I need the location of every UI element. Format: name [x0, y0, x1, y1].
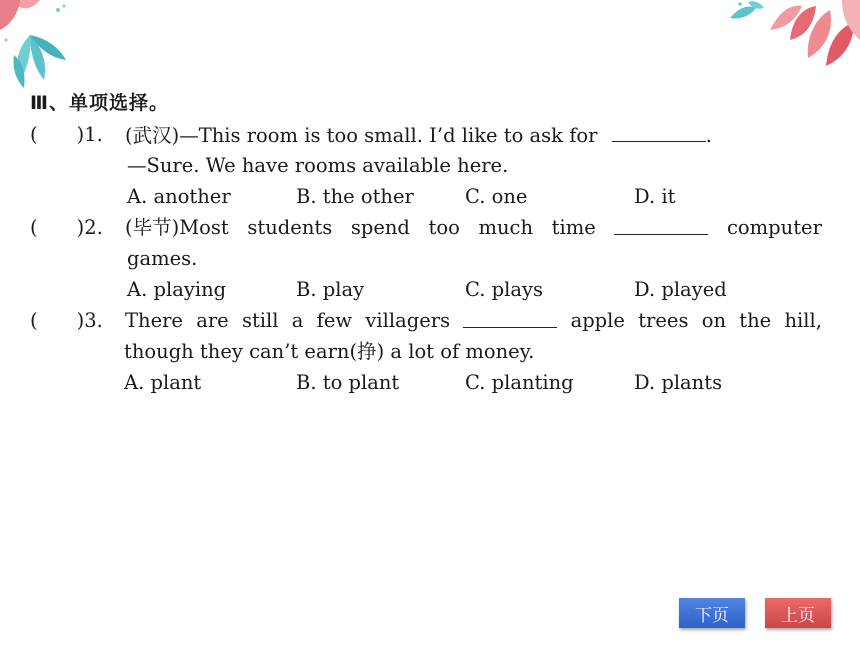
option-a: A. another	[127, 185, 231, 208]
option-b: B. the other	[296, 185, 414, 208]
question-text	[125, 214, 822, 242]
word: apple	[570, 309, 625, 332]
word: students	[247, 216, 333, 239]
section-title: Ⅲ、单项选择。	[30, 92, 169, 114]
option-a: A. playing	[127, 278, 227, 301]
answer-paren: ( )2.	[30, 216, 103, 239]
word: There	[125, 309, 183, 332]
question-text: games.	[127, 247, 198, 270]
word: on	[701, 309, 727, 332]
word: time	[551, 216, 596, 239]
answer-blank	[612, 121, 706, 142]
option-d: D. plants	[634, 371, 723, 394]
floral-decoration-icon	[0, 0, 80, 95]
word: a	[291, 309, 304, 332]
answer-blank	[614, 214, 708, 235]
answer-paren: ( )1.	[30, 123, 103, 146]
word: still	[241, 309, 279, 332]
word: spend	[350, 216, 410, 239]
next-page-button[interactable]: 下页	[679, 598, 745, 628]
question-stem-end: .	[705, 124, 712, 147]
word: much	[478, 216, 534, 239]
answer-blank	[463, 307, 557, 328]
question-text	[125, 307, 822, 335]
option-a: A. plant	[124, 371, 202, 394]
word: the	[739, 309, 772, 332]
option-d: D. it	[634, 185, 676, 208]
option-c: C. one	[465, 185, 528, 208]
question-text: though they can’t earn(挣) a lot of money.	[124, 340, 535, 363]
question-stem: (武汉)—This room is too small. I’d like to ask for	[125, 124, 598, 147]
answer-paren: ( )3.	[30, 309, 103, 332]
word: few	[316, 309, 353, 332]
word: trees	[638, 309, 689, 332]
question-text	[125, 121, 712, 150]
word: too	[428, 216, 460, 239]
word: hill,	[784, 309, 822, 332]
option-d: D. played	[634, 278, 727, 301]
option-b: B. play	[296, 278, 365, 301]
word: villagers	[365, 309, 451, 332]
word: (毕节)Most	[125, 216, 229, 239]
word: are	[196, 309, 229, 332]
option-b: B. to plant	[296, 371, 400, 394]
floral-decoration-icon	[730, 0, 860, 70]
option-c: C. plays	[465, 278, 543, 301]
question-text: —Sure. We have rooms available here.	[127, 154, 509, 177]
word: computer	[727, 216, 822, 239]
option-c: C. planting	[465, 371, 574, 394]
previous-page-button[interactable]: 上页	[765, 598, 831, 628]
